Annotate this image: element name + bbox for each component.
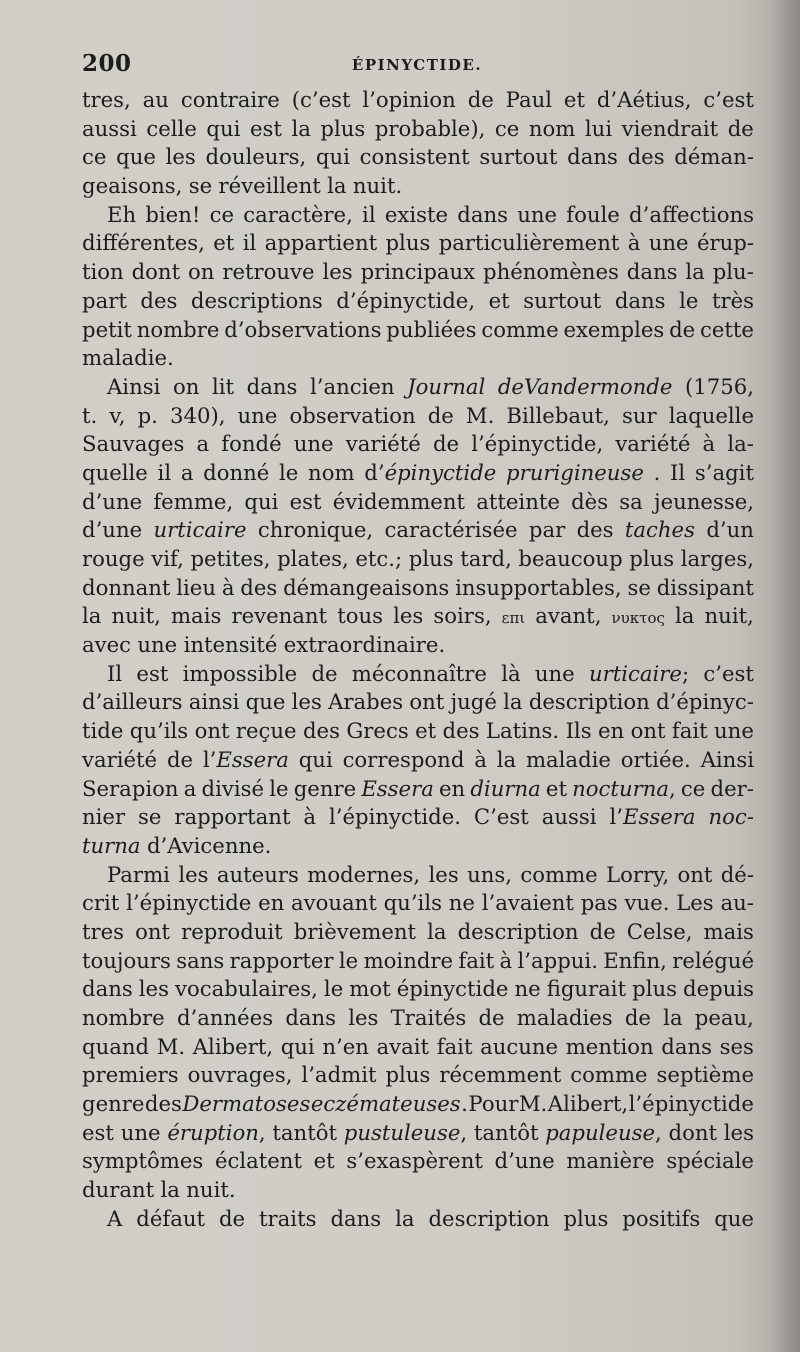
text-line: durant la nuit. bbox=[82, 1177, 236, 1203]
text-line: est une éruption, tantôt pustuleuse, tantôt papuleuse, dont les bbox=[82, 1119, 754, 1145]
running-head bbox=[82, 50, 752, 80]
text-line: symptômes éclatent et s’exaspèrent d’une manière spéciale bbox=[82, 1148, 754, 1174]
text-line: quand M. Alibert, qui n’en avait fait aucune mention dans ses bbox=[82, 1033, 754, 1059]
text-line: donnant lieu à des démangeaisons insupportables, se dissipant bbox=[82, 574, 754, 600]
text-line: Parmi les auteurs modernes, les uns, comme Lorry, ont dé- bbox=[107, 861, 754, 887]
text-line: rouge vif, petites, plates, etc.; plus tard, beaucoup plus larges, bbox=[82, 546, 754, 571]
text-line: Eh bien! ce caractère, il existe dans une foule d’affections bbox=[107, 201, 754, 227]
text-line: t. v, p. 340), une observation de M. Billebaut, sur laquelle bbox=[82, 402, 754, 428]
text-line: tion dont on retrouve les principaux phénomènes dans la plu- bbox=[82, 259, 754, 285]
text-line: toujours sans rapporter le moindre fait à l’appui. Enfin, relégué bbox=[82, 947, 754, 973]
text-line: Ainsi on lit dans l’ancien Journal deVandermonde (1756, bbox=[107, 373, 754, 399]
text-line: nombre d’années dans les Traités de maladies de la peau, bbox=[82, 1005, 754, 1030]
text-line: crit l’épinyctide en avouant qu’ils ne l’avaient pas vue. Les au- bbox=[82, 890, 754, 916]
text-line: Sauvages a fondé une variété de l’épinyctide, variété à la- bbox=[82, 431, 754, 457]
text-line: genre des Dermatoses eczémateuses . Pour M. Alibert, l’épinyctide bbox=[82, 1091, 754, 1117]
text-line: d’une femme, qui est évidemment atteinte dès sa jeunesse, bbox=[82, 488, 754, 514]
text-line: petit nombre d’observations publiées comme exemples de cette bbox=[82, 316, 754, 342]
text-line: dans les vocabulaires, le mot épinyctide ne figurait plus depuis bbox=[82, 976, 754, 1002]
body-text bbox=[82, 86, 754, 1234]
text-line: tide qu’ils ont reçue des Grecs et des Latins. Ils en ont fait une bbox=[82, 718, 754, 744]
page-gutter-shadow bbox=[770, 0, 800, 1352]
text-line: variété de l’Essera qui correspond à la maladie ortiée. Ainsi bbox=[82, 746, 754, 772]
text-line: premiers ouvrages, l’admit plus récemment comme septième bbox=[82, 1062, 754, 1088]
page-number: 200 bbox=[82, 50, 132, 77]
text-line: nier se rapportant à l’épinyctide. C’est aussi l’Essera noc- bbox=[82, 804, 754, 830]
text-line: la nuit, mais revenant tous les soirs, επι avant, νυκτος la nuit, bbox=[82, 603, 754, 629]
text-line: Serapion a divisé le genre Essera en diurna et nocturna, ce der- bbox=[82, 775, 754, 801]
text-line: Il est impossible de méconnaître là une urticaire; c’est bbox=[107, 660, 754, 686]
text-line: geaisons, se réveillent la nuit. bbox=[82, 173, 403, 199]
text-line: A défaut de traits dans la description plus positifs que bbox=[107, 1205, 754, 1231]
text-line: tres ont reproduit brièvement la description de Celse, mais bbox=[82, 918, 754, 944]
text-line: maladie. bbox=[82, 345, 174, 371]
text-line: d’une urticaire chronique, caractérisée par des taches d’un bbox=[82, 517, 754, 543]
text-line: avec une intensité extraordinaire. bbox=[82, 632, 446, 658]
text-line: tres, au contraire (c’est l’opinion de Paul et d’Aétius, c’est bbox=[82, 87, 754, 112]
text-line: part des descriptions d’épinyctide, et surtout dans le très bbox=[82, 287, 754, 313]
text-line: différentes, et il appartient plus particulièrement à une érup- bbox=[82, 230, 754, 256]
running-title: ÉPINYCTIDE. bbox=[351, 56, 483, 74]
text-line: quelle il a donné le nom d’épinyctide prurigineuse . Il s’agit bbox=[82, 459, 754, 485]
text-line: ce que les douleurs, qui consistent surtout dans des déman- bbox=[82, 144, 754, 170]
text-line: turna d’Avicenne. bbox=[82, 832, 272, 858]
text-line: d’ailleurs ainsi que les Arabes ont jugé la description d’épinyc- bbox=[82, 689, 754, 715]
text-line: aussi celle qui est la plus probable), ce nom lui viendrait de bbox=[82, 115, 754, 141]
